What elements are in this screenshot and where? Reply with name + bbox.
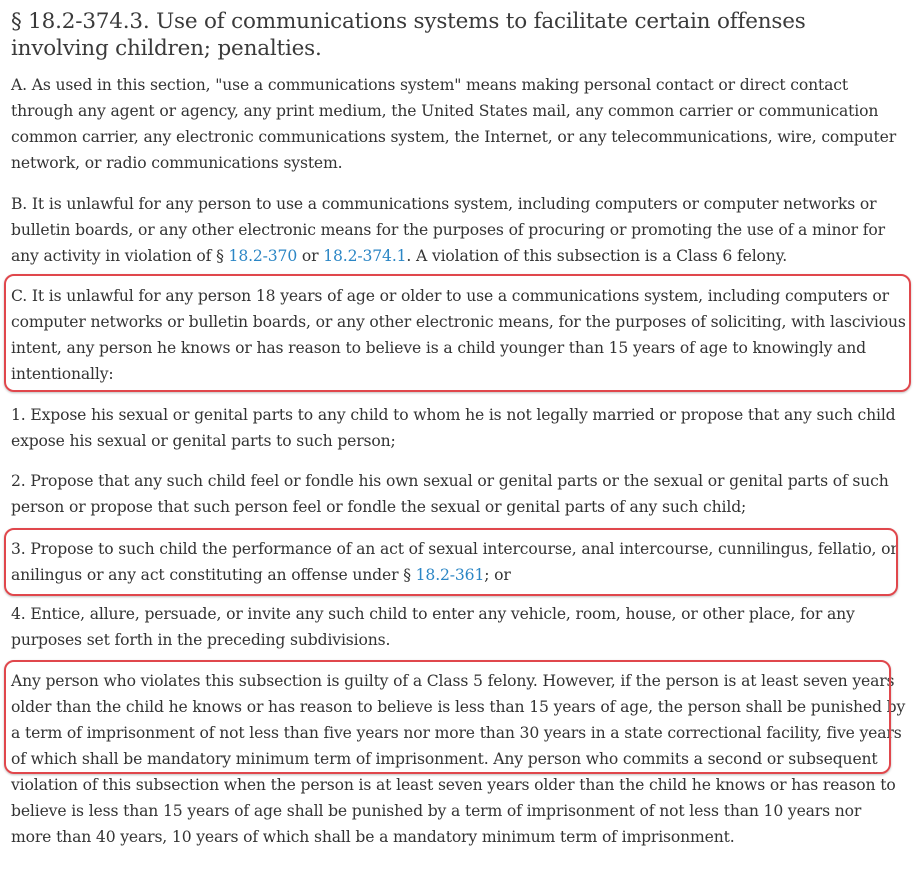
subdivision-3-text-after: ; or bbox=[484, 566, 511, 584]
link-18-2-374-1[interactable]: 18.2-374.1 bbox=[323, 247, 407, 265]
subdivision-3 bbox=[11, 536, 911, 588]
penalty-paragraph: Any person who violates this subsection is guilty of a Class 5 felony. However, if the person is at least seven years older than the child he knows or has reason to believe is less than 15 years of age, the person shall be punished by a term of imprisonment of not less than five years nor more than 30 years in a state correctional facility, five years of which shall be mandatory minimum term of imprisonment. Any person who commits a second or subsequent violation of this subsection when the person is at least seven years older than the child he knows or has reason to believe is less than 15 years of age shall be punished by a term of imprisonment of not less than 10 years nor more than 40 years, 10 years of which shall be a mandatory minimum term of imprisonment. bbox=[11, 672, 906, 846]
paragraph-b-text-between: or bbox=[297, 247, 324, 265]
paragraph-c: C. It is unlawful for any person 18 years of age or older to use a communications system, including computers or computer networks or bulletin boards, or any other electronic means, for the purposes of soliciting, with lascivious intent, any person he knows or has reason to believe is a child younger than 15 years of age to knowingly and intentionally: bbox=[11, 287, 906, 383]
paragraph-b-text-after: . A violation of this subsection is a Class 6 felony. bbox=[406, 247, 788, 265]
paragraph-b bbox=[11, 191, 911, 269]
subdivision-3-text-before: 3. Propose to such child the performance of an act of sexual intercourse, anal intercourse, cunnilingus, fellatio, or anilingus or any act constituting an offense under § bbox=[11, 540, 898, 584]
section-title: § 18.2-374.3. Use of communications systems to facilitate certain offenses involving children; penalties. bbox=[11, 9, 806, 61]
subdivision-4: 4. Entice, allure, persuade, or invite any such child to enter any vehicle, room, house, or other place, for any purposes set forth in the preceding subdivisions. bbox=[11, 605, 855, 649]
link-18-2-361[interactable]: 18.2-361 bbox=[415, 566, 485, 584]
subdivision-2: 2. Propose that any such child feel or fondle his own sexual or genital parts or the sexual or genital parts of such person or propose that such person feel or fondle the sexual or genital parts of any such child; bbox=[11, 472, 889, 516]
subdivision-1: 1. Expose his sexual or genital parts to any child to whom he is not legally married or propose that any such child expose his sexual or genital parts to such person; bbox=[11, 406, 896, 450]
link-18-2-370[interactable]: 18.2-370 bbox=[228, 247, 298, 265]
paragraph-a: A. As used in this section, "use a communications system" means making personal contact or direct contact through any agent or agency, any print medium, the United States mail, any common carrier or communication common carrier, any electronic communications system, the Internet, or any telecommunications, wire, computer network, or radio communications system. bbox=[11, 76, 897, 172]
paragraph-b-text-before: B. It is unlawful for any person to use a communications system, including computers or computer networks or bulletin boards, or any other electronic means for the purposes of procuring or promoting the use of a minor for any activity in violation of § bbox=[11, 195, 885, 265]
